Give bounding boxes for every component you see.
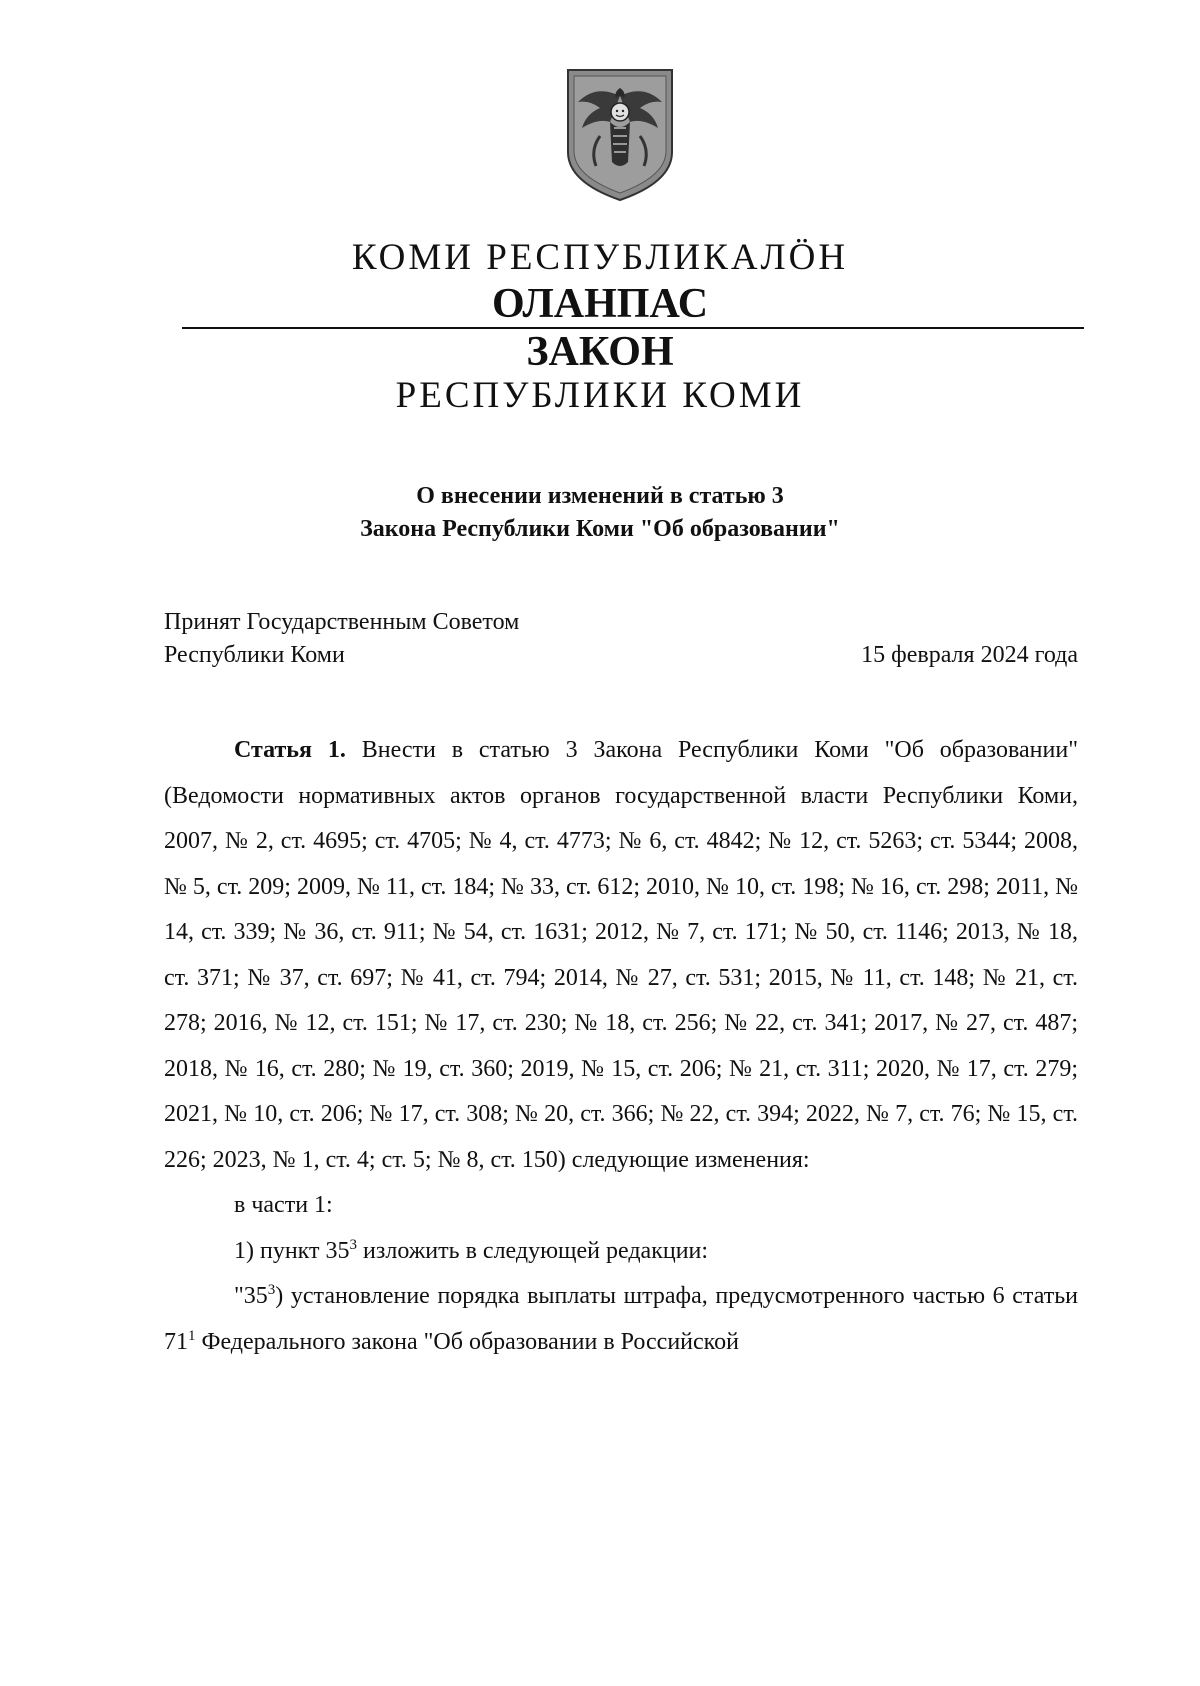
document-body	[164, 728, 1078, 1365]
item-1-prefix: 1) пункт 35	[234, 1237, 350, 1264]
article-1-paragraph	[164, 728, 1078, 1183]
header-olanpas: ОЛАНПАС	[491, 281, 709, 327]
quote-prefix: "35	[234, 1283, 268, 1309]
quote-middle: ) установление порядка выплаты штрафа, предусмотренного частью 6 статьи 71	[164, 1283, 1078, 1355]
quoted-paragraph	[164, 1274, 1078, 1365]
adopted-by-line-1: Принят Государственным Советом	[164, 609, 520, 635]
header-republic-title: РЕСПУБЛИКИ КОМИ	[395, 375, 805, 416]
law-title	[0, 480, 1200, 546]
article-1-text: Внести в статью 3 Закона Республики Коми "Об образовании" (Ведомости нормативных актов органов государственной власти Республики Коми, 2007, № 2, ст. 4695; ст. 4705; № 4, ст. 4773; № 6, ст. 4842; № 12, ст. 5263; ст. 5344; 2008, № 5, ст. 209; 2009, № 11, ст. 184; № 33, ст. 612; 2010, № 10, ст. 198; № 16, ст. 298; 2011, № 14, ст. 339; № 36, ст. 911; № 54, ст. 1631; 2012, № 7, ст. 171; № 50, ст. 1146; 2013, № 18, ст. 371; № 37, ст. 697; № 41, ст. 794; 2014, № 27, ст. 531; 2015, № 11, ст. 148; № 21, ст. 278; 2016, № 12, ст. 151; № 17, ст. 230; № 18, ст. 256; № 22, ст. 341; 2017, № 27, ст. 487; 2018, № 16, ст. 280; № 19, ст. 360; 2019, № 15, ст. 206; № 21, ст. 311; 2020, № 17, ст. 279; 2021, № 10, ст. 206; № 17, ст. 308; № 20, ст. 366; № 22, ст. 394; 2022, № 7, ст. 76; № 15, ст. 226; 2023, № 1, ст. 4; ст. 5; № 8, ст. 150) следующие изменения:	[164, 737, 1078, 1173]
law-title-line-1: О внесении изменений в статью 3	[416, 483, 784, 509]
quote-superscript-1: 3	[267, 1282, 276, 1298]
quote-superscript-2: 1	[188, 1327, 196, 1344]
coat-of-arms-icon	[560, 66, 680, 204]
header-zakon: ЗАКОН	[526, 329, 674, 375]
item-1-suffix: изложить в следующей редакции:	[357, 1237, 709, 1264]
item-1-paragraph	[164, 1229, 1078, 1275]
adopted-by	[164, 606, 519, 672]
item-1-superscript: 3	[349, 1236, 358, 1253]
adopted-by-line-2: Республики Коми	[164, 642, 345, 668]
article-1-heading: Статья 1.	[234, 737, 346, 763]
part-1-label: в части 1:	[234, 1192, 333, 1218]
adoption-date: 15 февраля 2024 года	[861, 642, 1078, 668]
law-title-line-2: Закона Республики Коми "Об образовании"	[360, 516, 840, 542]
header-komi-title: КОМИ РЕСПУБЛИКАЛӦН	[351, 237, 849, 278]
quote-suffix: Федерального закона "Об образовании в Российской	[195, 1328, 739, 1355]
